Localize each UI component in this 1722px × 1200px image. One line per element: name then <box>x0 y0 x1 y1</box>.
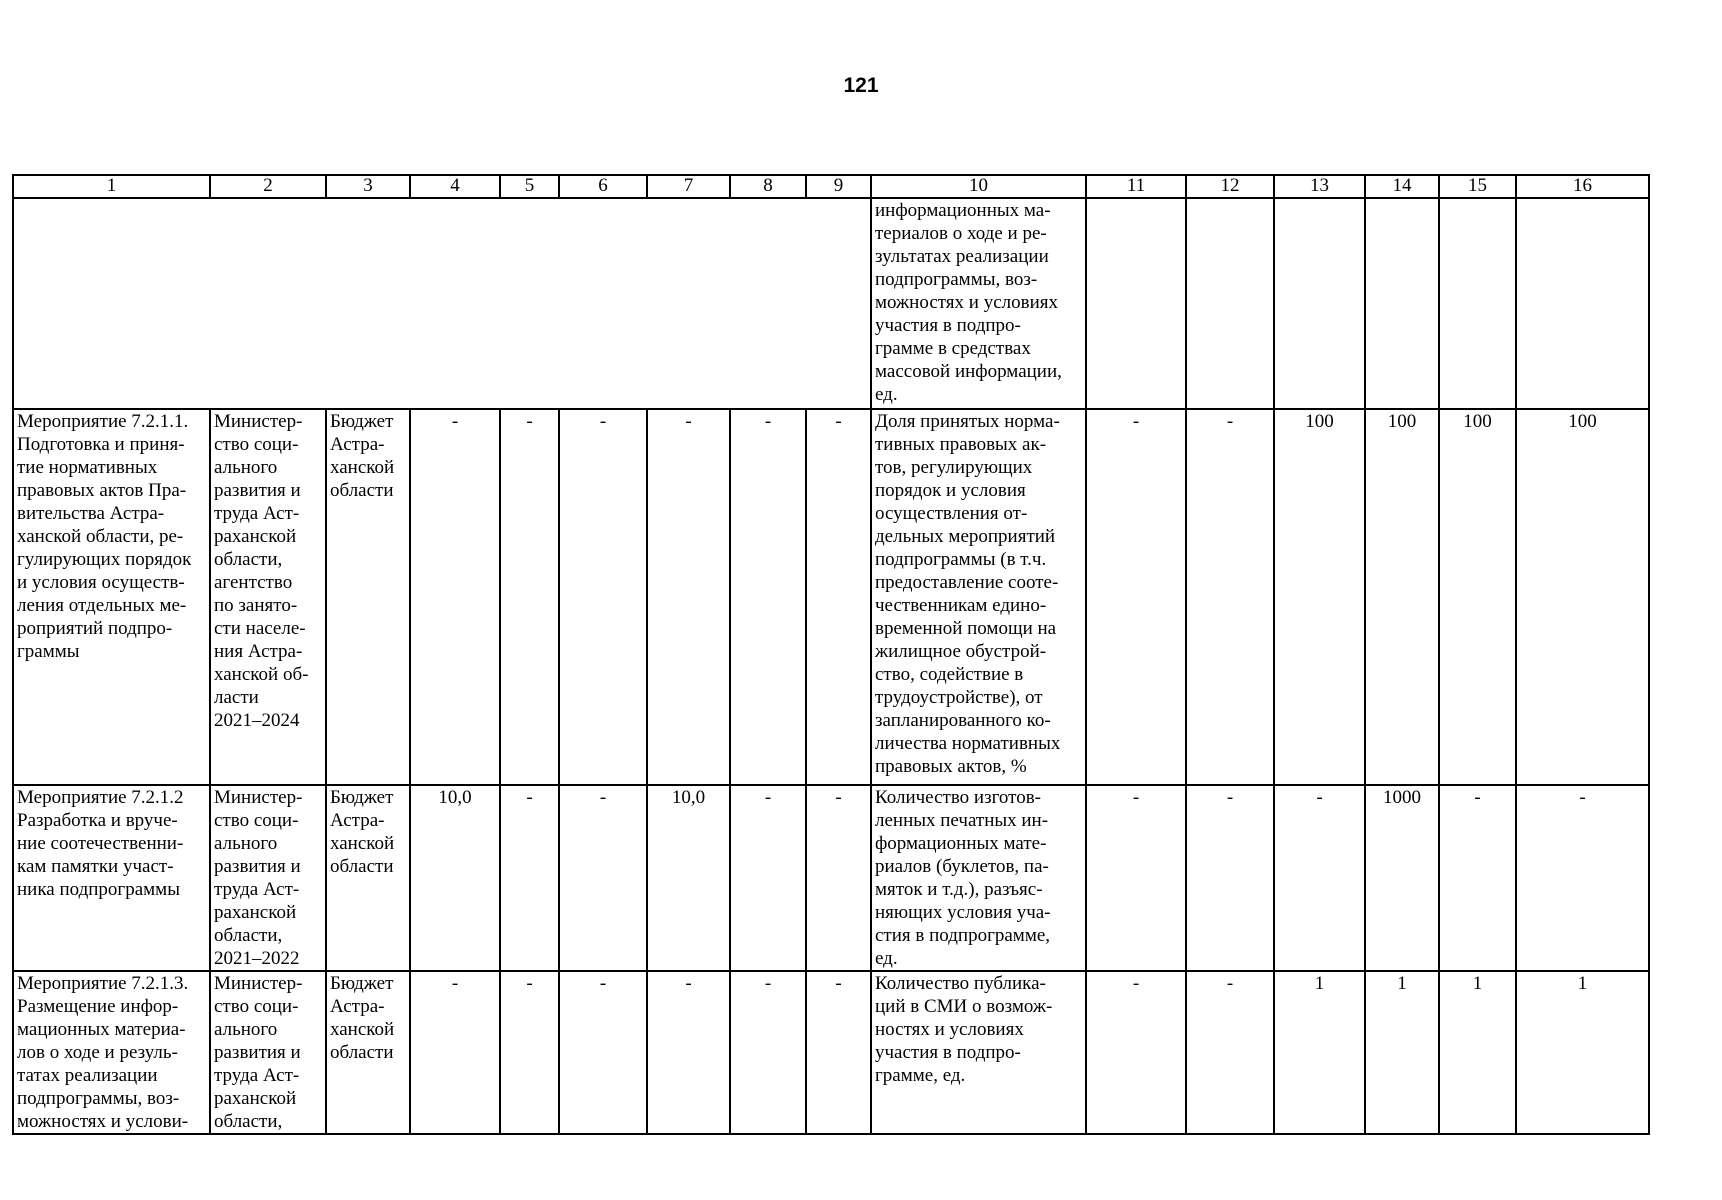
value-col-14: 1 <box>1365 971 1439 1134</box>
value-col-4: - <box>410 409 500 785</box>
page-number: 121 <box>843 74 879 97</box>
value-col-8: - <box>730 409 806 785</box>
header-col-15: 15 <box>1439 175 1516 198</box>
value-col-16: 1 <box>1516 971 1649 1134</box>
blank-cell <box>1086 198 1186 409</box>
value-col-8: - <box>730 785 806 971</box>
header-col-3: 3 <box>326 175 410 198</box>
activity-name: Мероприятие 7.2.1.2 Разработка и вруче- ние соотечественни- кам памятки участ- ника подпрограммы <box>13 785 210 971</box>
value-col-4: 10,0 <box>410 785 500 971</box>
value-col-6: - <box>559 971 647 1134</box>
blank-cell <box>1186 198 1274 409</box>
value-col-9: - <box>806 785 871 971</box>
blank-cell <box>1516 198 1649 409</box>
continuation-indicator: информационных ма- териалов о ходе и ре- зультатах реализации подпрограммы, воз- можностях и условиях участия в подпро- грамме в средствах массовой информации, ед. <box>871 198 1086 409</box>
table-row <box>13 409 1649 785</box>
continuation-row <box>13 198 1649 409</box>
value-col-12: - <box>1186 971 1274 1134</box>
value-col-13: - <box>1274 785 1365 971</box>
value-col-5: - <box>500 409 559 785</box>
header-col-13: 13 <box>1274 175 1365 198</box>
header-col-5: 5 <box>500 175 559 198</box>
header-col-6: 6 <box>559 175 647 198</box>
value-col-15: 100 <box>1439 409 1516 785</box>
header-col-4: 4 <box>410 175 500 198</box>
program-table <box>12 174 1650 1135</box>
value-col-7: - <box>647 409 730 785</box>
value-col-4: - <box>410 971 500 1134</box>
value-col-5: - <box>500 971 559 1134</box>
header-col-9: 9 <box>806 175 871 198</box>
funding-source: Бюджет Астра- ханской области <box>326 409 410 785</box>
table-row <box>13 971 1649 1134</box>
value-col-9: - <box>806 971 871 1134</box>
responsible-executor: Министер- ство соци- ального развития и труда Аст- раханской области, агентство по занято- сти населе- ния Астра- ханской об- ласти 2021–2024 <box>210 409 326 785</box>
responsible-executor: Министер- ство соци- ального развития и труда Аст- раханской области, 2021–2022 <box>210 785 326 971</box>
value-col-15: 1 <box>1439 971 1516 1134</box>
header-row <box>13 175 1649 198</box>
value-col-6: - <box>559 409 647 785</box>
header-col-12: 12 <box>1186 175 1274 198</box>
activity-name: Мероприятие 7.2.1.3. Размещение инфор- мационных материа- лов о ходе и резуль- татах реализации подпрограммы, воз- можностях и услови- <box>13 971 210 1134</box>
value-col-13: 100 <box>1274 409 1365 785</box>
value-col-16: - <box>1516 785 1649 971</box>
header-col-10: 10 <box>871 175 1086 198</box>
value-col-14: 100 <box>1365 409 1439 785</box>
indicator-description: Доля принятых норма- тивных правовых ак- тов, регулирующих порядок и условия осуществления от- дельных мероприятий подпрограммы (в т.ч. предоставление сооте- чественникам едино- временной помощи на жилищное обустрой- ство, содействие в трудоустройстве), от запланированного ко- личества нормативных правовых актов, % <box>871 409 1086 785</box>
funding-source: Бюджет Астра- ханской области <box>326 971 410 1134</box>
value-col-11: - <box>1086 785 1186 971</box>
header-col-7: 7 <box>647 175 730 198</box>
value-col-15: - <box>1439 785 1516 971</box>
activity-name: Мероприятие 7.2.1.1. Подготовка и приня- тие нормативных правовых актов Пра- вительства Астра- ханской области, ре- гулирующих порядок и условия осуществ- ления отдельных ме- роприятий подпро- граммы <box>13 409 210 785</box>
value-col-9: - <box>806 409 871 785</box>
blank-cell <box>1439 198 1516 409</box>
value-col-7: 10,0 <box>647 785 730 971</box>
header-col-14: 14 <box>1365 175 1439 198</box>
value-col-6: - <box>559 785 647 971</box>
blank-cell <box>1365 198 1439 409</box>
table-row <box>13 785 1649 971</box>
value-col-8: - <box>730 971 806 1134</box>
funding-source: Бюджет Астра- ханской области <box>326 785 410 971</box>
header-col-2: 2 <box>210 175 326 198</box>
value-col-12: - <box>1186 409 1274 785</box>
continuation-blank <box>13 198 871 409</box>
value-col-5: - <box>500 785 559 971</box>
value-col-13: 1 <box>1274 971 1365 1134</box>
value-col-11: - <box>1086 971 1186 1134</box>
value-col-14: 1000 <box>1365 785 1439 971</box>
indicator-description: Количество изготов- ленных печатных ин- формационных мате- риалов (буклетов, па- мяток и т.д.), разъяс- няющих условия уча- стия в подпрограмме, ед. <box>871 785 1086 971</box>
header-col-8: 8 <box>730 175 806 198</box>
header-col-1: 1 <box>13 175 210 198</box>
header-col-16: 16 <box>1516 175 1649 198</box>
responsible-executor: Министер- ство соци- ального развития и труда Аст- раханской области, <box>210 971 326 1134</box>
header-col-11: 11 <box>1086 175 1186 198</box>
indicator-description: Количество публика- ций в СМИ о возмож- ностях и условиях участия в подпро- грамме, ед. <box>871 971 1086 1134</box>
value-col-16: 100 <box>1516 409 1649 785</box>
blank-cell <box>1274 198 1365 409</box>
value-col-11: - <box>1086 409 1186 785</box>
value-col-12: - <box>1186 785 1274 971</box>
value-col-7: - <box>647 971 730 1134</box>
